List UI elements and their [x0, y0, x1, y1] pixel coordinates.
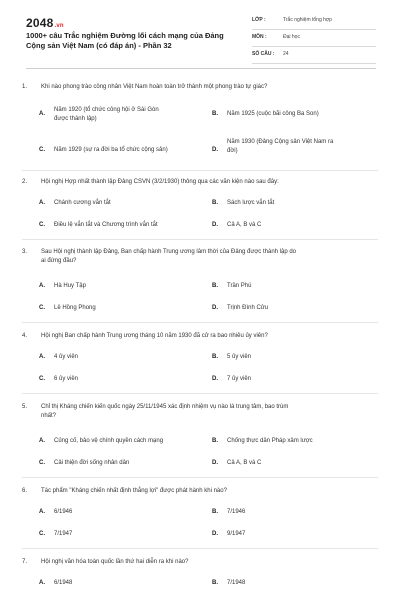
option-letter: B.: [212, 580, 218, 586]
option-letter: A.: [39, 580, 45, 586]
option-text: [54, 106, 159, 124]
question-text-line: nhất?: [41, 413, 57, 419]
option-text: Trịnh Đình Cửu: [227, 305, 269, 311]
question-text: Tác phẩm "Kháng chiến nhất định thắng lợi" được phát hành khi nào?: [41, 488, 227, 494]
meta-table: [252, 14, 376, 65]
option-text: Củng cố, bảo vệ chính quyền cách mạng: [54, 438, 164, 444]
option-letter: B.: [212, 354, 218, 360]
question-number: 7.: [22, 559, 28, 565]
option-letter: B.: [212, 509, 218, 515]
option-text: 7/1947: [54, 531, 73, 537]
option-letter: A.: [39, 509, 45, 515]
option-text-line: Năm 1930 (Đảng Cộng sản Việt Nam ra: [227, 139, 334, 145]
option-letter: C.: [39, 376, 45, 382]
question-number: 2.: [22, 179, 28, 185]
logo-text: 2048: [26, 16, 54, 30]
question-text: Khi nào phong trào công nhân Việt Nam hoàn toàn trở thành một phong trào tự giác?: [41, 84, 268, 90]
question-text-line: ai đứng đầu?: [41, 258, 77, 264]
question-number: 5.: [22, 404, 28, 410]
option-text: Hà Huy Tập: [54, 283, 86, 289]
meta-value: 24: [283, 51, 289, 57]
question-divider: [22, 322, 378, 323]
page-header: [0, 0, 400, 68]
question-number: 4.: [22, 333, 28, 339]
option-letter: C.: [39, 305, 45, 311]
meta-label: MÔN :: [252, 34, 267, 40]
option-text: 7 ủy viên: [227, 376, 252, 382]
option-letter: D.: [212, 531, 218, 537]
meta-row-count: [252, 48, 376, 64]
option-text: 5 ủy viên: [227, 354, 252, 360]
option-letter: C.: [39, 531, 45, 537]
option-text: Chánh cương vắn tắt: [54, 200, 111, 206]
question-divider: [22, 170, 378, 171]
document-title-line: Cộng sản Việt Nam (có đáp án) - Phần 32: [26, 41, 172, 50]
document-title-line: 1000+ câu Trắc nghiệm Đường lối cách mạng của Đảng: [26, 31, 224, 40]
option-text: Năm 1925 (cuộc bãi công Ba Son): [227, 111, 319, 117]
meta-value: Đại học: [283, 34, 300, 40]
option-text: 6/1946: [54, 509, 73, 515]
question-text: [41, 248, 375, 266]
option-text: 7/1948: [227, 580, 246, 586]
site-logo[interactable]: [26, 16, 64, 30]
option-text: [227, 138, 333, 156]
option-letter: A.: [39, 200, 45, 206]
meta-row-class: [252, 14, 376, 30]
option-text: Cải thiện đời sống nhân dân: [54, 460, 130, 466]
option-letter: A.: [39, 111, 45, 117]
question-text-line: Sau Hội nghị thành lập Đảng, Ban chấp hành Trung ương lâm thời của Đảng được thành lập do: [41, 249, 297, 255]
logo-domain: .vn: [54, 23, 64, 29]
option-letter: D.: [212, 222, 218, 228]
option-text: Sách lược vắn tắt: [227, 200, 275, 206]
option-letter: B.: [212, 283, 218, 289]
meta-row-subject: [252, 31, 376, 47]
option-text: 7/1946: [227, 509, 246, 515]
question-divider: [22, 393, 378, 394]
meta-label: SỐ CÂU :: [252, 51, 275, 57]
option-letter: B.: [212, 111, 218, 117]
question-number: 1.: [22, 84, 28, 90]
option-letter: A.: [39, 354, 45, 360]
option-text: 9/1947: [227, 531, 246, 537]
header-divider: [26, 68, 376, 69]
option-text: 4 ủy viên: [54, 354, 79, 360]
question-text: Hội nghị văn hóa toàn quốc lần thứ hai diễn ra khi nào?: [41, 559, 189, 565]
option-text: Điều lệ vắn tắt và Chương trình vắn tắt: [54, 222, 158, 228]
option-letter: B.: [212, 438, 218, 444]
option-text-line: Năm 1920 (tổ chức công hội ở Sài Gòn: [54, 107, 159, 113]
option-letter: D.: [212, 147, 218, 153]
option-text-line: được thành lập): [54, 116, 97, 122]
meta-value: Trắc nghiệm tổng hợp: [283, 17, 332, 23]
question-text: [41, 403, 375, 421]
option-text: 6/1948: [54, 580, 73, 586]
meta-label: LỚP :: [252, 17, 266, 23]
option-text: Trần Phú: [227, 283, 252, 289]
option-text: Cả A, B và C: [227, 222, 262, 228]
question-divider: [22, 548, 378, 549]
option-letter: A.: [39, 438, 45, 444]
question-number: 6.: [22, 488, 28, 494]
option-text: Chống thực dân Pháp xâm lược: [227, 438, 313, 444]
question-divider: [22, 239, 378, 240]
option-text: Năm 1929 (sự ra đời ba tổ chức cộng sản): [54, 147, 168, 153]
option-text: 6 ủy viên: [54, 376, 79, 382]
question-text-line: Chỉ thị Kháng chiến kiến quốc ngày 25/11/1945 xác định nhiệm vụ nào là trung tâm, bao trùm: [41, 404, 289, 410]
option-text: Cả A, B và C: [227, 460, 262, 466]
option-letter: C.: [39, 460, 45, 466]
option-text-line: đời): [227, 148, 238, 154]
option-text: Lê Hồng Phong: [54, 305, 96, 311]
document-title: [26, 31, 226, 51]
question-text: Hội nghị Hợp nhất thành lập Đảng CSVN (3/2/1930) thông qua các văn kiện nào sau đây:: [41, 179, 279, 185]
question-text: Hội nghị Ban chấp hành Trung ương tháng 10 năm 1930 đã cử ra bao nhiêu ủy viên?: [41, 333, 268, 339]
option-letter: B.: [212, 200, 218, 206]
option-letter: D.: [212, 305, 218, 311]
question-divider: [22, 477, 378, 478]
option-letter: D.: [212, 376, 218, 382]
option-letter: D.: [212, 460, 218, 466]
option-letter: A.: [39, 283, 45, 289]
option-letter: C.: [39, 147, 45, 153]
option-letter: C.: [39, 222, 45, 228]
question-number: 3.: [22, 249, 28, 255]
